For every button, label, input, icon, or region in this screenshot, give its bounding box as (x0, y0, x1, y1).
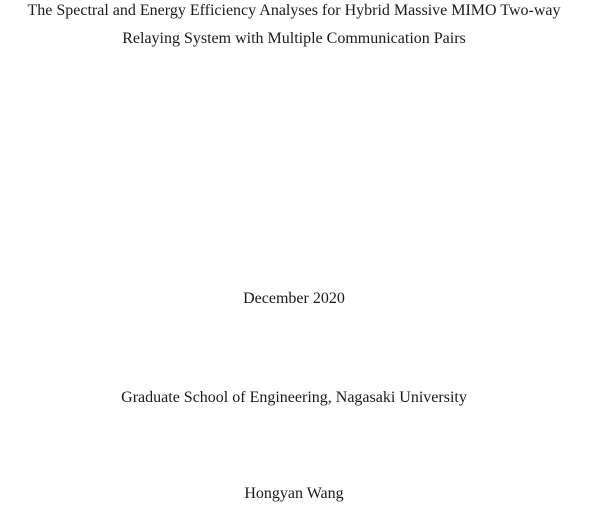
affiliation: Graduate School of Engineering, Nagasaki University (121, 389, 467, 406)
publication-date: December 2020 (243, 290, 345, 307)
thesis-title-line-2: Relaying System with Multiple Communication Pairs (122, 30, 466, 47)
thesis-title-line-1: The Spectral and Energy Efficiency Analyses for Hybrid Massive MIMO Two-way (27, 2, 561, 19)
author-name: Hongyan Wang (244, 485, 344, 502)
